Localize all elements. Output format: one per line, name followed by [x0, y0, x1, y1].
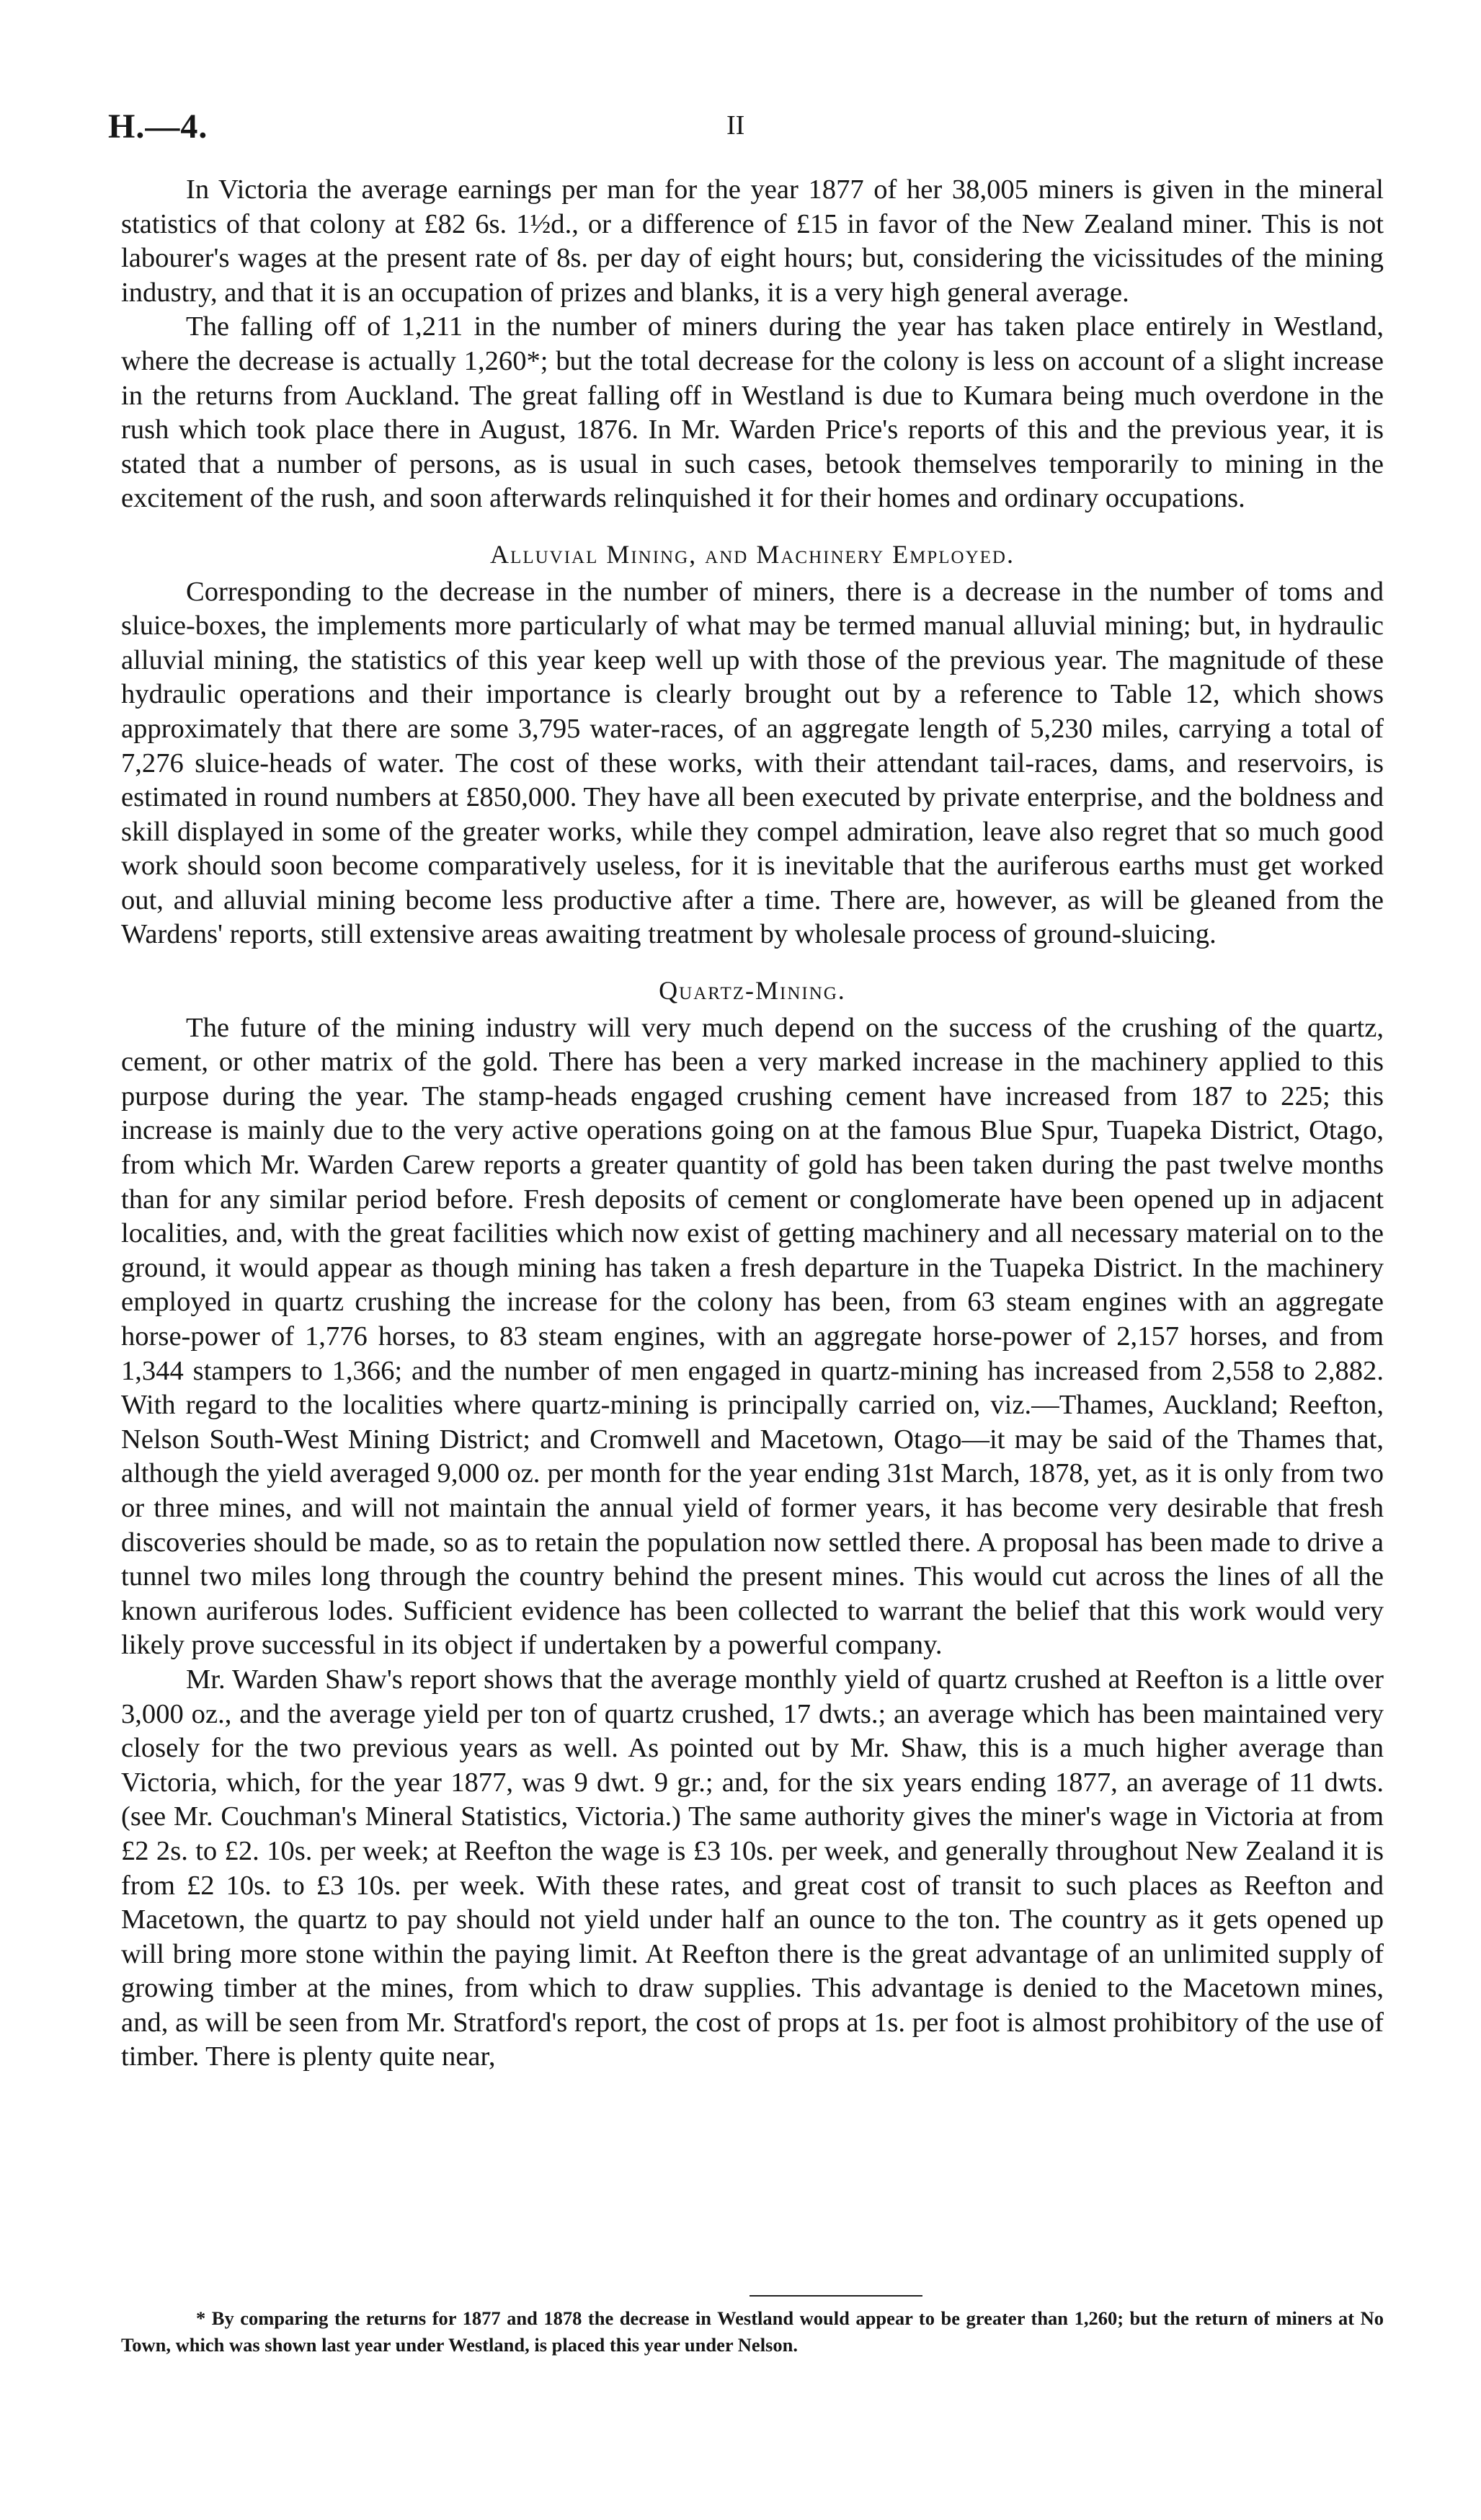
footnote: * By comparing the returns for 1877 and 1878 the decrease in Westland would appear to be greater than 1,260; but the return of miners at No Town, which was shown last year under Westland, is placed this year under Nelson. — [121, 2307, 1384, 2356]
paragraph-falling-off-miners: The falling off of 1,211 in the number of miners during the year has taken place entirely in Westland, where the decrease is actually 1,260*; but the total decrease for the colony is less on account of a slight increase in the returns from Auckland. The great falling off in Westland is due to Kumara being much overdone in the rush which took place there in August, 1876. In Mr. Warden Price's reports of this and the previous year, it is stated that a number of persons, as is usual in such cases, betook themselves temporarily to mining in the excitement of the rush, and soon afterwards relinquished it for their homes and ordinary occupations. — [121, 311, 1384, 514]
section-heading-quartz-mining: Quartz-Mining. — [659, 976, 846, 1006]
page-number: II — [726, 110, 745, 141]
document-reference: H.—4. — [108, 107, 208, 146]
paragraph-victoria-earnings: In Victoria the average earnings per man for the year 1877 of her 38,005 miners is given in the mineral statistics of that colony at £82 6s. 1½d., or a difference of £15 in favor of the New Zealand miner. This is not labourer's wages at the present rate of 8s. per day of eight hours; but, considering the vicissitudes of the mining industry, and that it is an occupation of prizes and blanks, it is a very high general average. — [121, 174, 1384, 308]
document-body — [121, 173, 1384, 2075]
paragraph-quartz-mining: The future of the mining industry will very much depend on the success of the crushing of the quartz, cement, or other matrix of the gold. There has been a very marked increase in the machinery applied to this purpose during the year. The stamp-heads engaged crushing cement have increased from 187 to 225; this increase is mainly due to the very active operations going on at the famous Blue Spur, Tuapeka District, Otago, from which Mr. Warden Carew reports a greater quantity of gold has been taken during the past twelve months than for any similar period before. Fresh deposits of cement or conglomerate have been opened up in adjacent localities, and, with the great facilities which now exist of getting machinery and all necessary material on to the ground, it would appear as though mining has taken a fresh departure in the Tuapeka District. In the machinery employed in quartz crushing the increase for the colony has been, from 63 steam engines with an aggregate horse-power of 1,776 horses, to 83 steam engines, with an aggregate horse-power of 2,157 horses, and from 1,344 stampers to 1,366; and the number of men engaged in quartz-mining has increased from 2,558 to 2,882. With regard to the localities where quartz-mining is principally carried on, viz.—Thames, Auckland; Reefton, Nelson South-West Mining District; and Cromwell and Macetown, Otago—it may be said of the Thames that, although the yield averaged 9,000 oz. per month for the year ending 31st March, 1878, yet, as it is only from two or three mines, and will not maintain the annual yield of former years, it has become very desirable that fresh discoveries should be made, so as to retain the population now settled there. A proposal has been made to drive a tunnel two miles long through the country behind the present mines. This would cut across the lines of all the known auriferous lodes. Sufficient evidence has been collected to warrant the belief that this work would very likely prove successful in its object if undertaken by a powerful company. — [121, 1012, 1384, 1661]
paragraph-alluvial-mining: Corresponding to the decrease in the number of miners, there is a decrease in the number of toms and sluice-boxes, the implements more particularly of what may be termed manual alluvial mining; but, in hydraulic alluvial mining, the statistics of this year keep well up with those of the previous year. The magnitude of these hydraulic operations and their importance is clearly brought out by a reference to Table 12, which shows approximately that there are some 3,795 water-races, of an aggregate length of 5,230 miles, carrying a total of 7,276 sluice-heads of water. The cost of these works, with their attendant tail-races, dams, and reservoirs, is estimated in round numbers at £850,000. They have all been executed by private enterprise, and the boldness and skill displayed in some of the greater works, while they compel admiration, leave also regret that so much good work should soon become comparatively useless, for it is inevitable that the auriferous earths must get worked out, and alluvial mining become less productive after a time. There are, however, as will be gleaned from the Wardens' reports, still extensive areas awaiting treatment by wholesale process of ground-sluicing. — [121, 576, 1384, 950]
section-heading-alluvial-mining: Alluvial Mining, and Machinery Employed. — [490, 539, 1015, 569]
footnote-divider — [750, 2295, 922, 2297]
paragraph-reefton-yield: Mr. Warden Shaw's report shows that the average monthly yield of quartz crushed at Reefton is a little over 3,000 oz., and the average yield per ton of quartz crushed, 17 dwts.; an average which has been maintained very closely for the two previous years as well. As pointed out by Mr. Shaw, this is a much higher average than Victoria, which, for the year 1877, was 9 dwt. 9 gr.; and, for the six years ending 1877, an average of 11 dwts. (see Mr. Couchman's Mineral Statistics, Victoria.) The same authority gives the miner's wage in Victoria at from £2 2s. to £2. 10s. per week; at Reefton the wage is £3 10s. per week, and generally throughout New Zealand it is from £2 10s. to £3 10s. per week. With these rates, and great cost of transit to such places as Reefton and Macetown, the quartz to pay should not yield under half an ounce to the ton. The country as it gets opened up will bring more stone within the paying limit. At Reefton there is the great advantage of an unlimited supply of growing timber at the mines, from which to draw supplies. This advantage is denied to the Macetown mines, and, as will be seen from Mr. Stratford's report, the cost of props at 1s. per foot is almost prohibitory of the use of timber. There is plenty quite near, — [121, 1664, 1384, 2072]
